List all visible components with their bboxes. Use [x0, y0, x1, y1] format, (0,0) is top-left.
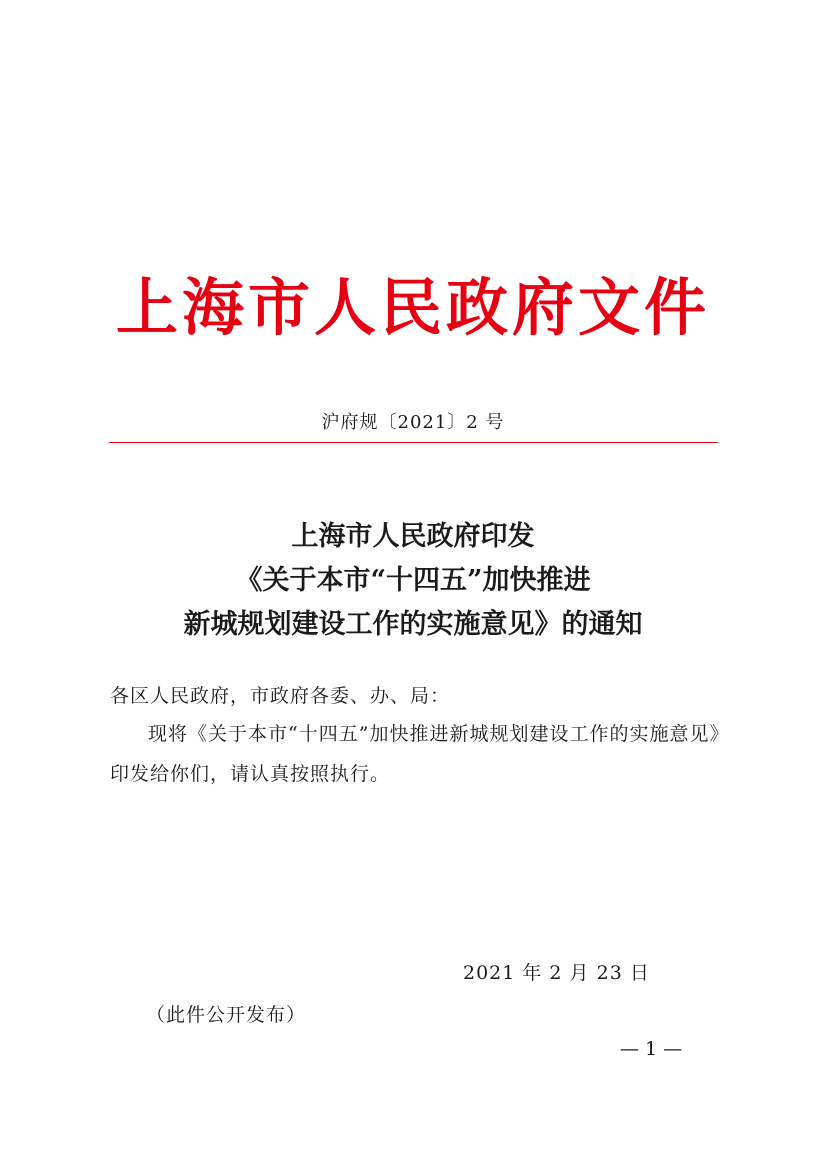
issue-date: 2021 年 2 月 23 日 [463, 962, 650, 984]
document-header-title: 上海市人民政府文件 [115, 271, 710, 344]
page-number: — 1 — [620, 1038, 683, 1060]
document-number: 沪府规〔2021〕2 号 [321, 412, 505, 433]
body-paragraph: 现将《关于本市“十四五”加快推进新城规划建设工作的实施意见》印发给你们，请认真按照执行。 [110, 723, 720, 785]
notice-title-line-2: 《关于本市“十四五”加快推进 [235, 565, 591, 596]
public-release-note: （此件公开发布） [146, 1004, 307, 1026]
notice-title-line-1: 上海市人民政府印发 [291, 521, 535, 552]
header-red-rule [109, 442, 718, 443]
salutation: 各区人民政府，市政府各委、办、局： [110, 685, 451, 707]
notice-title-line-3: 新城规划建设工作的实施意见》的通知 [183, 609, 643, 640]
